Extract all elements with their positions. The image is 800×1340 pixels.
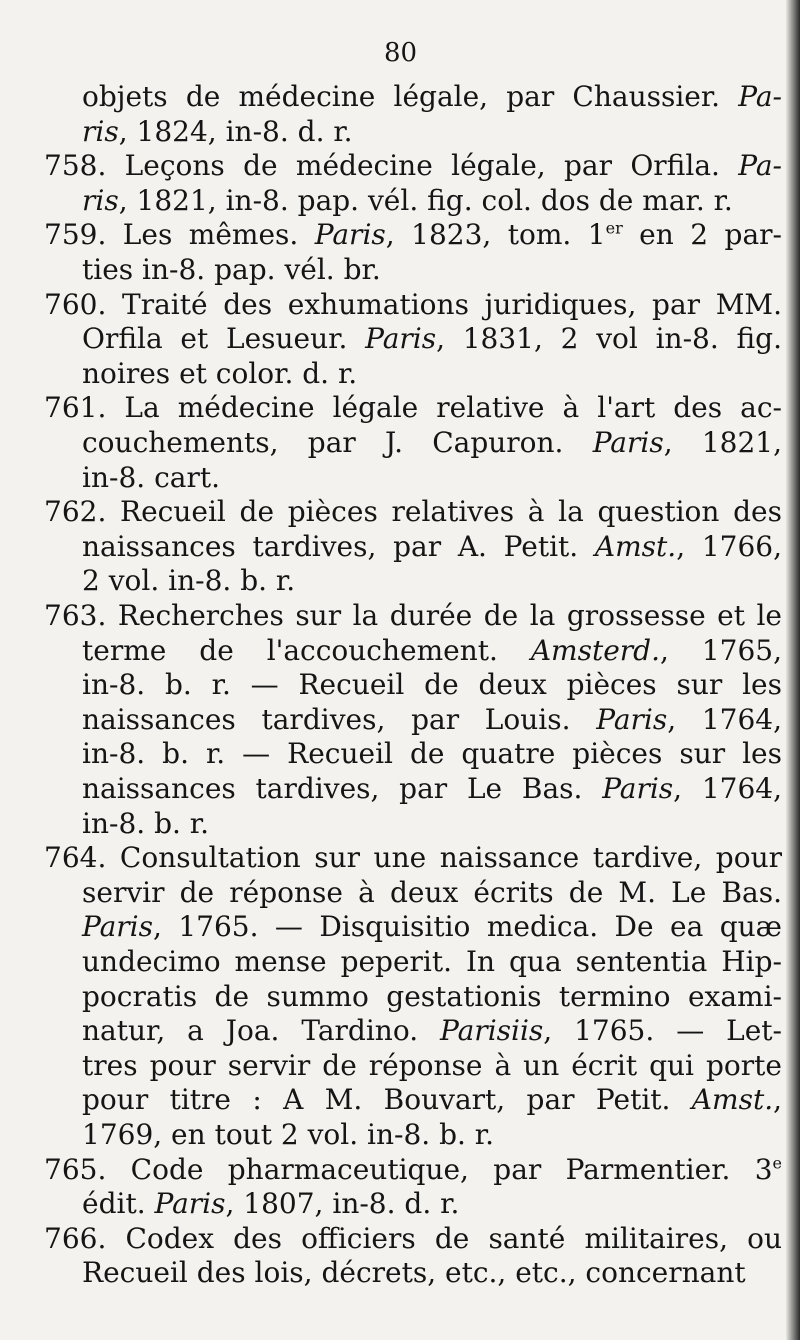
entry-text: Paris [596,702,668,736]
catalog-line [0,1083,782,1118]
entry-text: La médecine légale relative à l'art des ac- [106,391,782,425]
entry-text: terme de l'accouchement. [82,633,531,667]
catalog-line [0,807,782,842]
catalog-line [0,80,782,115]
entry-text: , 1765. — Let- [543,1014,782,1048]
catalog-line [0,253,782,288]
entry-text: natur, a Joa. Tardino. [82,1014,441,1048]
catalog-line [0,530,782,565]
catalog-line [0,668,782,703]
catalog-line [0,1256,782,1291]
entry-text: ties in-8. pap. vél. br. [82,253,381,286]
entry-text: en 2 par- [622,218,782,252]
entry-text: Consultation sur une naissance tardive, pour [106,841,782,875]
catalog-line [0,391,782,426]
entry-text: Pa- [738,149,782,183]
entry-text: tres pour servir de réponse à un écrit qui porte [82,1048,782,1082]
entry-text: Leçons de médecine légale, par Orfila. [106,149,739,183]
entry-text: Parisiis [440,1014,544,1048]
entry-text: couchements, par J. Capuron. [82,426,593,459]
entry-text: , 1831, 2 vol in-8. fig. [436,322,782,356]
entry-text: Amst. [594,529,677,563]
entry-text: pocratis de summo gestationis termino exami- [82,979,782,1013]
catalog-line [0,1049,782,1084]
entry-number: 758. [44,149,107,183]
catalog-line [0,737,782,772]
entry-text: , 1766, [676,529,782,563]
catalog-line [0,1014,782,1049]
entry-text: , 1765, [660,633,782,667]
entry-text: Orfila et Lesueur. [82,322,366,356]
entry-text: 1769, en tout 2 vol. in-8. b. r. [82,1118,495,1151]
catalog-line [0,357,782,392]
entry-text: pour titre : A M. Bouvart, par Petit. [82,1083,692,1117]
entry-number: 762. [44,495,107,529]
entry-text: Code pharmaceutique, par Parmentier. 3 [106,1152,773,1186]
entry-text: , 1764, [667,702,782,736]
catalog-line [0,495,782,530]
entry-text: Traité des exhumations juridiques, par MM. [106,287,782,321]
entry-text: ris [82,183,119,217]
entry-text: Paris [154,1187,226,1221]
entry-text: Pa- [738,80,782,113]
entry-text: 2 vol. in-8. b. r. [82,564,296,598]
catalog-line [0,703,782,738]
entry-text: Recueil des lois, décrets, etc., etc., concernant [82,1256,746,1290]
catalog-line [0,1153,782,1188]
entry-text: , 1807, in-8. d. r. [225,1187,460,1221]
entry-text: Paris [592,426,664,459]
catalog-line [0,288,782,323]
entry-text: noires et color. d. r. [82,356,358,390]
entry-text: Paris [602,772,674,805]
entry-text: ris [82,114,119,148]
entry-text: , 1821, in-8. pap. vél. fig. col. dos de mar. r. [118,183,733,217]
catalog-line [0,564,782,599]
entry-text: , 1765. — Disquisitio medica. De ea quæ [152,910,782,944]
entry-text: servir de réponse à deux écrits de M. Le Bas. [82,875,782,909]
entry-text: Les mêmes. [106,218,315,252]
catalog-line [0,184,782,219]
entry-text: Paris [314,218,386,252]
entry-text: objets de médecine légale, par Chaussier. [82,80,739,113]
entry-text: naissances tardives, par Louis. [82,702,597,736]
catalog-line [0,1187,782,1222]
entry-text: Recueil de pièces relatives à la question des [106,495,782,529]
catalog-line [0,218,782,253]
catalog-line [0,980,782,1015]
entry-number: 764. [44,841,107,875]
catalog-line [0,322,782,357]
catalog-line [0,599,782,634]
entry-text: , 1821, [663,426,782,459]
catalog-line [0,772,782,807]
catalog-line [0,634,782,669]
catalog-line [0,945,782,980]
catalog-line [0,841,782,876]
entry-text: in-8. b. r. [82,806,209,840]
entry-text: in-8. b. r. — Recueil de quatre pièces sur les [82,737,782,771]
catalog-line [0,910,782,945]
entry-number: 760. [44,287,107,321]
entry-text: , 1823, tom. 1 [385,218,606,252]
entry-text: in-8. b. r. — Recueil de deux pièces sur les [82,668,782,702]
entry-text: Codex des officiers de santé militaires, ou [106,1221,782,1255]
catalog-line [0,461,782,496]
entry-text: Paris [82,910,153,944]
catalog-line [0,1118,782,1153]
entry-number: 763. [44,599,107,632]
page-number: 80 [384,38,418,68]
page-edge-shadow [786,0,800,1340]
entry-text: Paris [365,322,437,356]
catalog-line [0,149,782,184]
entry-text: naissances tardives, par A. Petit. [82,529,595,563]
entry-text: , [773,1083,782,1117]
catalog-line [0,426,782,461]
entry-number: 766. [44,1221,107,1255]
catalog-line [0,115,782,150]
entry-number: 759. [44,218,107,252]
catalog-line [0,876,782,911]
entry-text: Recherches sur la durée de la grossesse et le [106,599,782,632]
entry-text: , 1764, [673,772,782,805]
entry-text: Amsterd. [530,633,660,667]
entry-text: édit. [82,1187,155,1221]
entry-text: naissances tardives, par Le Bas. [82,772,603,805]
entry-number: 761. [44,391,107,425]
entry-text: e [772,1153,782,1173]
catalog-line [0,1222,782,1257]
entry-text: undecimo mense peperit. In qua sententia Hip- [82,945,782,978]
entry-text: er [605,219,623,239]
entry-text: Amst. [691,1083,774,1117]
entry-text: , 1824, in-8. d. r. [118,114,353,148]
entry-number: 765. [44,1152,107,1186]
entry-text: in-8. cart. [82,460,220,494]
